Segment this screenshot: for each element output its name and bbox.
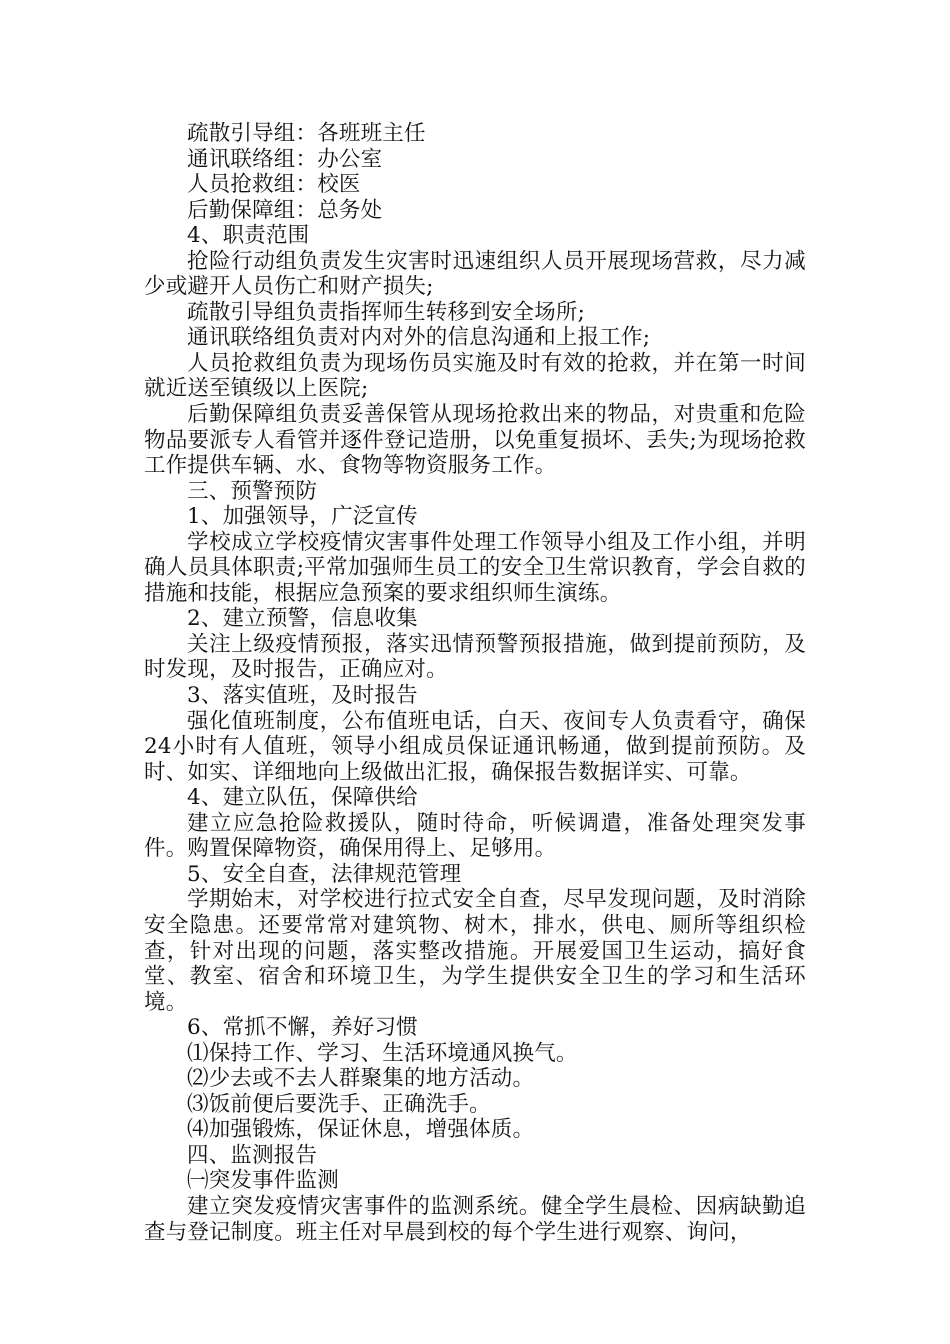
section-heading: 4、建立队伍，保障供给 — [187, 785, 418, 811]
list-item: ⑴保持工作、学习、生活环境通风换气。 — [187, 1040, 578, 1066]
section-heading: 3、落实值班，及时报告 — [187, 683, 418, 709]
list-item: ⑷加强锻炼，保证休息，增强体质。 — [187, 1117, 535, 1143]
paragraph: 强化值班制度，公布值班电话，白天、夜间专人负责看守，确保24小时有人值班，领导小组成员保证通讯畅通，做到提前预防。及时、如实、详细地向上级做出汇报，确保报告数据详实、可靠。 — [144, 708, 806, 785]
paragraph: 后勤保障组：总务处 — [187, 197, 383, 223]
paragraph: 人员抢救组负责为现场伤员实施及时有效的抢救，并在第一时间就近送至镇级以上医院; — [144, 350, 806, 402]
section-heading: 2、建立预警，信息收集 — [187, 606, 418, 632]
paragraph: 学校成立学校疫情灾害事件处理工作领导小组及工作小组，并明确人员具体职责;平常加强师生员工的安全卫生常识教育，学会自救的措施和技能，根据应急预案的要求组织师生演练。 — [144, 529, 806, 606]
paragraph: 通讯联络组：办公室 — [187, 146, 383, 172]
paragraph: 疏散引导组：各班班主任 — [187, 121, 426, 146]
section-heading: 4、职责范围 — [187, 223, 310, 249]
list-item: ⑵少去或不去人群聚集的地方活动。 — [187, 1066, 535, 1092]
list-item: ⑶饭前便后要洗手、正确洗手。 — [187, 1091, 491, 1117]
section-heading: 三、预警预防 — [187, 478, 318, 504]
document-body — [144, 121, 806, 1245]
section-heading: 1、加强领导，广泛宣传 — [187, 504, 418, 530]
section-heading: 6、常抓不懈，养好习惯 — [187, 1015, 418, 1041]
paragraph: 后勤保障组负责妥善保管从现场抢救出来的物品，对贵重和危险物品要派专人看管并逐件登记造册，以免重复损坏、丢失;为现场抢救工作提供车辆、水、食物等物资服务工作。 — [144, 402, 806, 479]
paragraph: 通讯联络组负责对内对外的信息沟通和上报工作; — [187, 325, 651, 351]
paragraph: 建立突发疫情灾害事件的监测系统。健全学生晨检、因病缺勤追查与登记制度。班主任对早晨到校的每个学生进行观察、询问， — [144, 1193, 806, 1245]
paragraph: 学期始末，对学校进行拉式安全自查，尽早发现问题，及时消除安全隐患。还要常常对建筑物、树木，排水，供电、厕所等组织检查，针对出现的问题，落实整改措施。开展爱国卫生运动，搞好食堂、教室、宿舍和环境卫生，为学生提供安全卫生的学习和生活环境。 — [144, 887, 806, 1015]
paragraph: 人员抢救组：校医 — [187, 172, 361, 198]
paragraph: 抢险行动组负责发生灾害时迅速组织人员开展现场营救，尽力减少或避开人员伤亡和财产损失; — [144, 248, 806, 300]
paragraph: 疏散引导组负责指挥师生转移到安全场所; — [187, 299, 586, 325]
section-heading: ㈠突发事件监测 — [187, 1168, 339, 1194]
paragraph: 建立应急抢险救援队，随时待命，听候调遣，准备处理突发事件。购置保障物资，确保用得上、足够用。 — [144, 810, 806, 862]
section-heading: 5、安全自查，法律规范管理 — [187, 861, 462, 887]
paragraph: 关注上级疫情预报，落实迅情预警预报措施，做到提前预防，及时发现，及时报告，正确应对。 — [144, 631, 806, 683]
section-heading: 四、监测报告 — [187, 1142, 318, 1168]
